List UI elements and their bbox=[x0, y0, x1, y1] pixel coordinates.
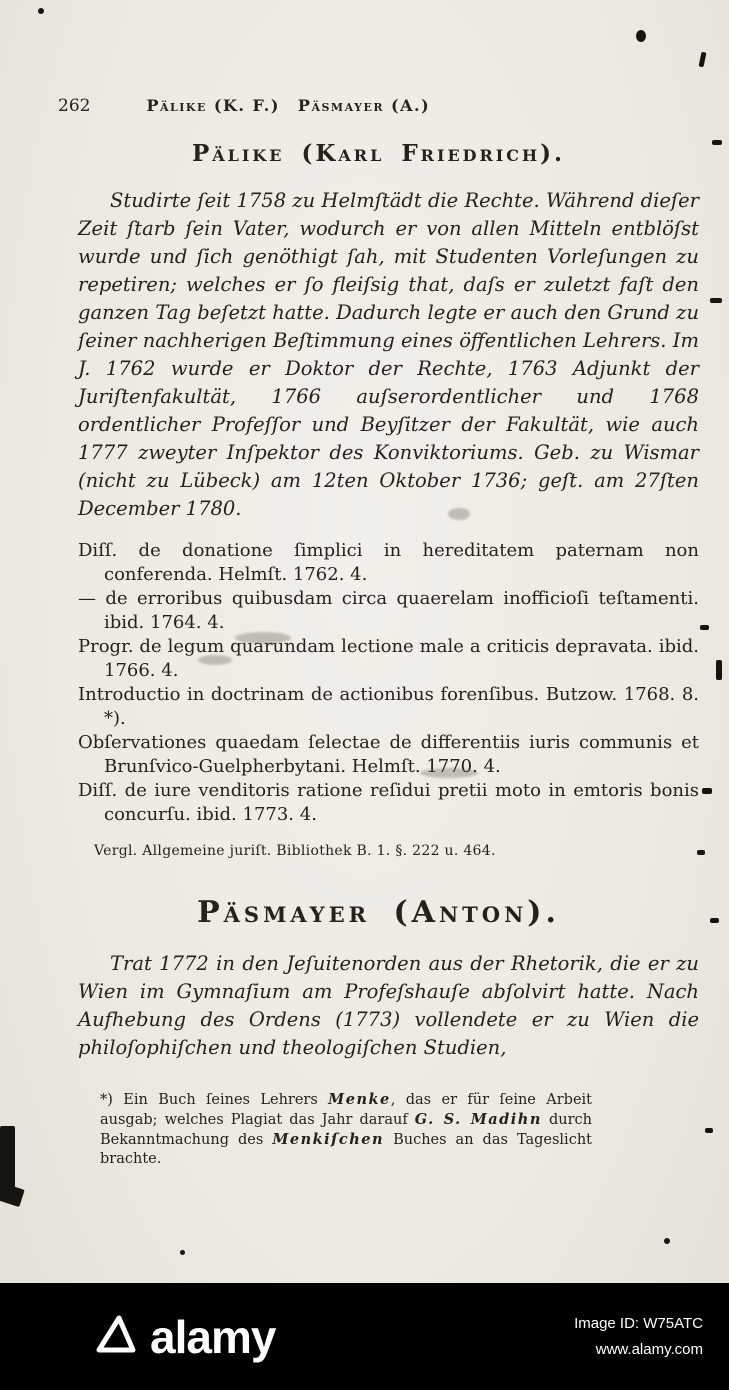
alamy-logo bbox=[92, 1310, 275, 1364]
scan-smudge bbox=[420, 768, 478, 778]
footnote-text: , das er für ſeine Arbeit ausgab; welches Plagiat das Jahr darauf bbox=[100, 1092, 592, 1128]
scan-artifact bbox=[712, 140, 722, 145]
scan-artifact bbox=[710, 298, 722, 303]
work-item: Progr. de legum quarundam lectione male a criticis depravata. ibid. 1766. 4. bbox=[78, 636, 699, 681]
image-id-text: Image ID: W75ATC bbox=[574, 1314, 703, 1332]
scan-artifact bbox=[636, 30, 646, 42]
footnote-text: Buches an das Tageslicht brachte. bbox=[100, 1132, 592, 1167]
scan-artifact bbox=[38, 8, 44, 14]
footnote-text: *) Ein Buch ſeines Lehrers bbox=[100, 1092, 329, 1108]
running-header-title-left: Pälike (K. F.) bbox=[146, 96, 280, 115]
scan-artifact bbox=[697, 850, 705, 855]
scan-artifact bbox=[702, 788, 712, 794]
work-item: — de erroribus quibusdam circa quaerelam inofficioſi teſtamenti. ibid. 1764. 4. bbox=[78, 588, 699, 633]
scan-artifact bbox=[0, 1126, 15, 1188]
scan-artifact bbox=[180, 1250, 185, 1255]
work-item: Diſſ. de iure venditoris ratione reſidui pretii moto in emtoris bonis concurſu. ibid. 1773. 4. bbox=[78, 780, 699, 825]
article-heading-pasmayer: Päsmayer (Anton). bbox=[197, 895, 560, 930]
scan-smudge bbox=[448, 508, 470, 520]
article-heading-palike: Pälike (Karl Friedrich). bbox=[191, 140, 566, 167]
scan-artifact bbox=[710, 918, 719, 923]
watermark-info bbox=[574, 1311, 703, 1363]
work-item: Obſervationes quaedam ſelectae de differentiis iuris communis et Brunſvico-Guelpherbytani. Helmſt. 1770. 4. bbox=[78, 732, 699, 777]
scan-artifact bbox=[705, 1128, 713, 1133]
biography-paragraph-palike: Studirte ſeit 1758 zu Helmſtädt die Rechte. Während dieſer Zeit ſtarb ſein Vater, wodurch er von allen Mitteln entblöſst wurde und ſich genöthigt ſah, mit Studenten Vorleſungen zu repetiren; welches er ſo fleiſsig that, daſs er zuletzt faſt den ganzen Tag beſetzt hatte. Dadurch legte er auch den Grund zu ſeiner nachherigen Beſtimmung eines öffentlichen Lehrers. Im J. 1762 wurde er Doktor der Rechte, 1763 Adjunkt der Juriſtenfakultät, 1766 auſserordentlicher und 1768 ordentlicher Profeſſor und Beyſitzer der Fakultät, wie auch 1777 zweyter Inſpektor des Konviktoriums. Geb. zu Wismar (nicht zu Lübeck) am 12ten Oktober 1736; geſt. am 27ſten December 1780. bbox=[78, 189, 699, 520]
scan-artifact bbox=[664, 1238, 670, 1244]
works-list bbox=[58, 539, 699, 827]
alamy-wordmark: alamy bbox=[150, 1310, 276, 1363]
website-text: www.alamy.com bbox=[595, 1340, 703, 1358]
scan-artifact bbox=[716, 660, 722, 680]
footnote bbox=[100, 1090, 592, 1169]
biography-paragraph-pasmayer: Trat 1772 in den Jeſuitenorden aus der Rhetorik, die er zu Wien im Gymnaſium am Profeſshauſe abſolvirt hatte. Nach Aufhebung des Ordens (1773) vollendete er zu Wien die philoſophiſchen und theologiſchen Studien, bbox=[78, 952, 699, 1059]
scan-smudge bbox=[198, 655, 232, 665]
running-header-title-right: Päsmayer (A.) bbox=[297, 96, 431, 115]
footnote-text: durch Bekanntmachung des bbox=[100, 1112, 592, 1148]
footnote-name-madihn: G. S. Madihn bbox=[414, 1111, 542, 1128]
alamy-triangle-icon bbox=[92, 1313, 138, 1360]
scan-artifact bbox=[0, 1182, 25, 1207]
work-item: Introductio in doctrinam de actionibus forenſibus. Butzow. 1768. 8. *). bbox=[78, 684, 699, 729]
footnote-name-menke: Menke bbox=[328, 1091, 391, 1108]
reference-note: Vergl. Allgemeine juriſt. Bibliothek B. 1. §. 222 u. 464. bbox=[94, 843, 496, 859]
watermark-bar bbox=[0, 1283, 729, 1390]
page-number: 262 bbox=[58, 96, 91, 116]
scan-artifact bbox=[700, 625, 709, 630]
work-item: Diſſ. de donatione ſimplici in hereditatem paternam non conferenda. Helmſt. 1762. 4. bbox=[78, 540, 699, 585]
running-header bbox=[58, 96, 699, 116]
scan-smudge bbox=[235, 632, 291, 644]
footnote-name-menkischen: Menkiſchen bbox=[272, 1131, 385, 1148]
